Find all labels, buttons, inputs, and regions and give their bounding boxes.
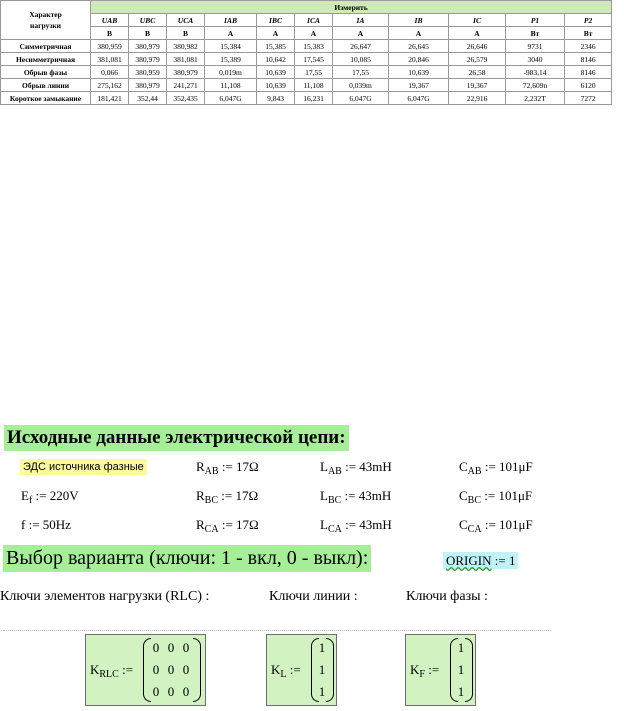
unit-cell: А	[205, 27, 257, 40]
krlc-symbol: K	[90, 662, 100, 677]
table-cell: 352,44	[129, 92, 167, 105]
table-cell: 26,646	[449, 40, 506, 53]
matrix-cell: 1	[457, 684, 465, 699]
table-cell: 19,367	[449, 79, 506, 92]
table-row	[1, 79, 612, 92]
matrix-cell: 1	[457, 662, 465, 677]
kl-matrix-box[interactable]	[266, 634, 337, 706]
lca-symbol: L	[320, 517, 328, 532]
table-cell: 181,421	[91, 92, 129, 105]
lab-equation[interactable]	[320, 459, 392, 480]
table-cell: 0,039m	[333, 79, 389, 92]
unit-row	[1, 27, 612, 40]
table-cell: 380,979	[129, 79, 167, 92]
unit-cell: В	[91, 27, 129, 40]
origin-equation[interactable]	[443, 552, 518, 569]
rbc-value: := 17Ω	[218, 488, 259, 503]
table-cell: 15,385	[257, 40, 295, 53]
table-cell: 26,647	[333, 40, 389, 53]
column-header-uca: UCA	[167, 14, 205, 27]
column-header-ubc: UBC	[129, 14, 167, 27]
kf-symbol: K	[410, 662, 420, 677]
krlc-name	[90, 662, 133, 683]
rab-subscript: AB	[204, 466, 219, 477]
table-cell: 7272	[565, 92, 612, 105]
table-cell: 15,383	[295, 40, 333, 53]
f-symbol: f	[21, 517, 26, 532]
measurement-table	[0, 0, 612, 105]
table-cell: 17,55	[333, 66, 389, 79]
unit-cell: Вт	[565, 27, 612, 40]
row-label: Несимметричная	[1, 53, 91, 66]
column-header-ica: ICA	[295, 14, 333, 27]
table-cell: 380,979	[129, 53, 167, 66]
krlc-operator: :=	[118, 662, 134, 677]
rca-equation[interactable]	[196, 517, 259, 538]
lca-subscript: CA	[327, 524, 342, 535]
krlc-matrix-box[interactable]	[85, 634, 206, 706]
cab-subscript: AB	[467, 466, 482, 477]
lab-subscript: AB	[327, 466, 342, 477]
cbc-subscript: BC	[467, 495, 482, 506]
row-label: Обрыв фазы	[1, 66, 91, 79]
unit-cell: Вт	[506, 27, 565, 40]
circuit-data-title: Исходные данные электрической цепи:	[4, 425, 349, 451]
matrix-cell: 1	[457, 640, 465, 655]
matrix-cell: 1	[318, 640, 326, 655]
column-header-row	[1, 14, 612, 27]
column-header-ia: IA	[333, 14, 389, 27]
table-cell: 6120	[565, 79, 612, 92]
table-cell: 8146	[565, 66, 612, 79]
cab-value: := 101μF	[481, 459, 533, 474]
ef-subscript: f	[28, 495, 33, 506]
table-cell: 10,639	[389, 66, 449, 79]
cca-symbol: C	[459, 517, 468, 532]
lca-value: := 43mH	[341, 517, 392, 532]
lab-symbol: L	[320, 459, 328, 474]
keys-phase-label: Ключи фазы :	[406, 589, 488, 604]
table-cell: 17,545	[295, 53, 333, 66]
table-cell: 72,609n	[506, 79, 565, 92]
ef-equation[interactable]	[21, 488, 79, 509]
right-paren	[193, 638, 201, 702]
origin-value: := 1	[491, 553, 516, 568]
table-row	[1, 66, 612, 79]
table-cell: 380,982	[167, 40, 205, 53]
table-cell: 9,843	[257, 92, 295, 105]
table-cell: 6,047G	[389, 92, 449, 105]
table-cell: 3040	[506, 53, 565, 66]
table-row	[1, 40, 612, 53]
column-header-ib: IB	[389, 14, 449, 27]
column-header-p2: P2	[565, 14, 612, 27]
keys-line-label: Ключи линии :	[269, 589, 358, 604]
table-cell: 10,639	[257, 66, 295, 79]
keys-rlc-label: Ключи элементов нагрузки (RLC) :	[0, 589, 210, 604]
matrix-cell: 0	[167, 640, 175, 655]
table-cell: 2,232T	[506, 92, 565, 105]
kl-symbol: K	[271, 662, 281, 677]
table-cell: 0,019m	[205, 66, 257, 79]
table-cell: 10,642	[257, 53, 295, 66]
matrix-cell: 0	[167, 662, 175, 677]
table-cell: 26,645	[389, 40, 449, 53]
kl-operator: :=	[286, 662, 301, 677]
cab-symbol: C	[459, 459, 468, 474]
table-cell: 19,367	[389, 79, 449, 92]
cca-equation[interactable]	[459, 517, 533, 538]
table-cell: 15,389	[205, 53, 257, 66]
lbc-subscript: BC	[327, 495, 342, 506]
table-cell: 381,081	[167, 53, 205, 66]
table-header-row	[1, 1, 612, 14]
cca-value: := 101μF	[481, 517, 533, 532]
column-header-uab: UAB	[91, 14, 129, 27]
table-cell: 26,579	[449, 53, 506, 66]
cca-subscript: CA	[467, 524, 482, 535]
cbc-equation[interactable]	[459, 488, 532, 509]
rab-symbol: R	[196, 459, 205, 474]
table-cell: 241,271	[167, 79, 205, 92]
table-cell: 9731	[506, 40, 565, 53]
measure-header: Измерить	[91, 1, 612, 14]
kf-subscript: F	[419, 669, 425, 680]
table-cell: 22,916	[449, 92, 506, 105]
cbc-value: := 101μF	[481, 488, 533, 503]
table-cell: 381,081	[91, 53, 129, 66]
unit-cell: А	[449, 27, 506, 40]
table-cell: 352,435	[167, 92, 205, 105]
kf-operator: :=	[424, 662, 440, 677]
table-cell: 380,979	[129, 40, 167, 53]
unit-cell: А	[389, 27, 449, 40]
load-type-header-line: нагрузки	[30, 21, 61, 30]
table-cell: 8146	[565, 53, 612, 66]
rbc-equation[interactable]	[196, 488, 258, 509]
lbc-equation[interactable]	[320, 488, 391, 509]
table-row	[1, 92, 612, 105]
table-cell: 380,979	[167, 66, 205, 79]
table-cell: 6,047G	[205, 92, 257, 105]
unit-cell: В	[129, 27, 167, 40]
f-value: := 50Hz	[25, 517, 71, 532]
region-divider	[3, 630, 551, 631]
ef-value: := 220V	[32, 488, 79, 503]
column-header-iab: IAB	[205, 14, 257, 27]
unit-cell: А	[333, 27, 389, 40]
lab-value: := 43mH	[341, 459, 392, 474]
table-cell: 26,58	[449, 66, 506, 79]
origin-keyword: ORIGIN	[446, 553, 492, 568]
matrix-cell: 0	[152, 684, 160, 699]
krlc-subscript: RLC	[99, 669, 119, 680]
lbc-symbol: L	[320, 488, 328, 503]
table-cell: 0,066	[91, 66, 129, 79]
table-cell: 2346	[565, 40, 612, 53]
row-label: Обрыв линии	[1, 79, 91, 92]
lca-equation[interactable]	[320, 517, 392, 538]
table-cell: 380,959	[91, 40, 129, 53]
matrix-cell: 0	[182, 684, 190, 699]
unit-cell: В	[167, 27, 205, 40]
table-cell: 275,162	[91, 79, 129, 92]
matrix-cell: 0	[152, 640, 160, 655]
cab-equation[interactable]	[459, 459, 533, 480]
kl-name	[271, 662, 301, 683]
table-cell: 6,047G	[333, 92, 389, 105]
cbc-symbol: C	[459, 488, 468, 503]
ef-symbol: E	[21, 488, 29, 503]
matrix-cell: 0	[167, 684, 175, 699]
row-label: Короткое замыкание	[1, 92, 91, 105]
table-cell: 380,959	[129, 66, 167, 79]
rab-equation[interactable]	[196, 459, 259, 480]
matrix-cell: 0	[182, 640, 190, 655]
matrix-cell: 0	[182, 662, 190, 677]
variant-title: Выбор варианта (ключи: 1 - вкл, 0 - выкл):	[3, 545, 371, 572]
kl-subscript: L	[280, 669, 287, 680]
matrix-cell: 0	[152, 662, 160, 677]
kf-name	[410, 662, 439, 683]
rca-value: := 17Ω	[218, 517, 259, 532]
table-cell: 11,108	[205, 79, 257, 92]
table-cell: 10,085	[333, 53, 389, 66]
row-label: Симметричная	[1, 40, 91, 53]
column-header-ic: IC	[449, 14, 506, 27]
rbc-symbol: R	[196, 488, 205, 503]
unit-cell: А	[257, 27, 295, 40]
table-cell: 16,231	[295, 92, 333, 105]
f-equation[interactable]	[21, 517, 71, 533]
rca-subscript: CA	[204, 524, 219, 535]
column-header-ibc: IBC	[257, 14, 295, 27]
table-cell: 17,55	[295, 66, 333, 79]
kf-matrix-box[interactable]	[405, 634, 476, 706]
lbc-value: := 43mH	[341, 488, 392, 503]
unit-cell: А	[295, 27, 333, 40]
rbc-subscript: BC	[204, 495, 219, 506]
table-cell: 20,846	[389, 53, 449, 66]
table-cell: 15,384	[205, 40, 257, 53]
table-cell: 10,639	[257, 79, 295, 92]
table-cell: -983,14	[506, 66, 565, 79]
column-header-p1: P1	[506, 14, 565, 27]
emf-label: ЭДС источника фазные	[20, 459, 147, 475]
matrix-cell: 1	[318, 684, 326, 699]
matrix-cell: 1	[318, 662, 326, 677]
table-row	[1, 53, 612, 66]
load-type-header	[1, 1, 91, 40]
rab-value: := 17Ω	[218, 459, 259, 474]
table-cell: 11,108	[295, 79, 333, 92]
rca-symbol: R	[196, 517, 205, 532]
load-type-header-line: Характер	[29, 10, 62, 19]
